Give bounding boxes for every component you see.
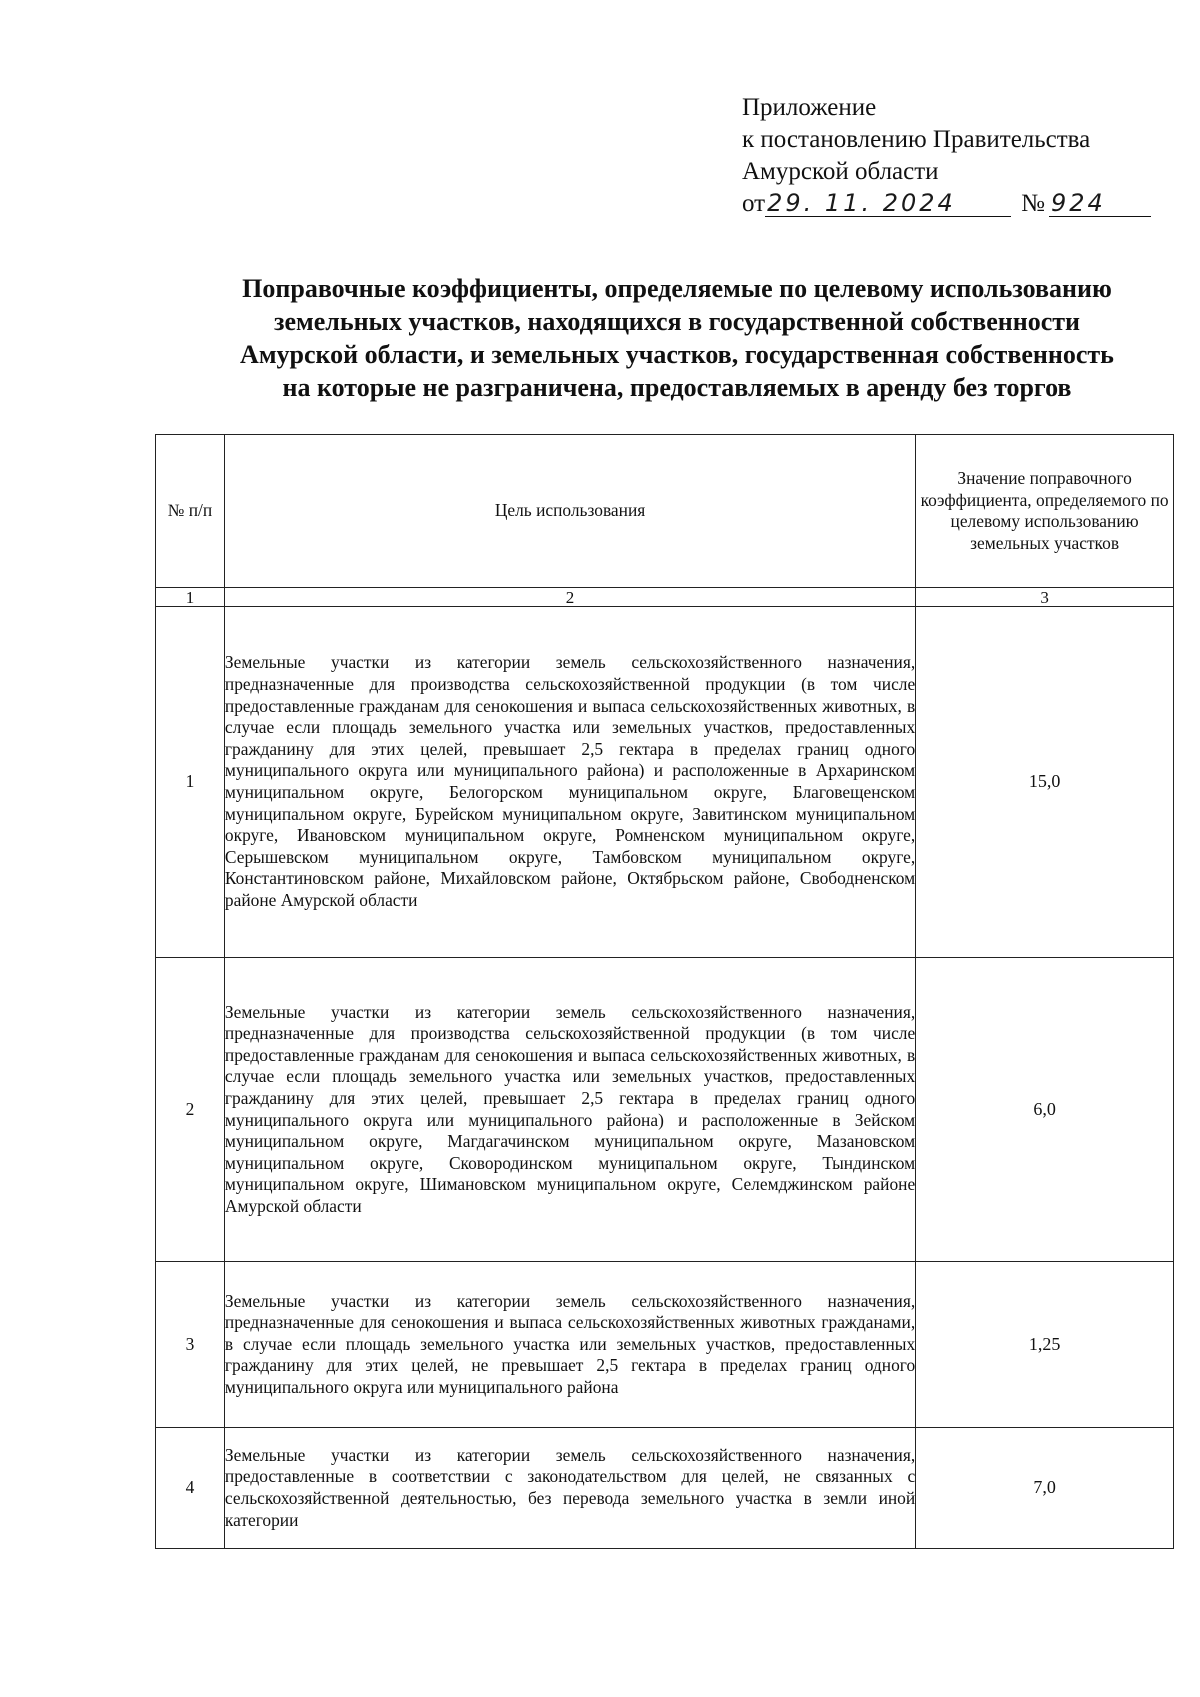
title-line-1: Поправочные коэффициенты, определяемые по целевому использованию — [242, 274, 1112, 303]
title-line-2: земельных участков, находящихся в государственной собственности — [274, 307, 1080, 336]
header-number: № п/п — [156, 435, 225, 588]
column-number-row — [156, 588, 1174, 607]
row-number: 1 — [156, 607, 225, 958]
row-coefficient: 6,0 — [916, 958, 1174, 1262]
handwritten-date: 29. 11. 2024 — [765, 190, 1011, 217]
row-purpose: Земельные участки из категории земель сельскохозяйственного назначения, предназначенные для производства сельскохозяйственной продукции (в том числе предоставленные гражданам для сенокошения и выпаса сельскохозяйственных животных, в случае если площадь земельного участка или земельных участков, предоставленных гражданину для этих целей, превышает 2,5 гектара в пределах границ одного муниципального округа или муниципального района) и расположенные в Зейском муниципальном округе, Магдагачинском муниципальном округе, Мазановском муниципальном округе, Сковородинском муниципальном округе, Тындинском муниципальном округе, Шимановском муниципальном округе, Селемджинском районе Амурской области — [224, 958, 915, 1262]
column-number: 3 — [916, 588, 1174, 607]
header-coefficient: Значение поправочного коэффициента, определяемого по целевому использованию земельных участков — [916, 435, 1174, 588]
row-purpose: Земельные участки из категории земель сельскохозяйственного назначения, предоставленные в соответствии с законодательством для целей, не связанных с сельскохозяйственной деятельностью, без перевода земельного участка в земли иной категории — [224, 1428, 915, 1549]
date-prefix: от — [742, 190, 766, 217]
row-number: 2 — [156, 958, 225, 1262]
appendix-region: Амурской области — [742, 158, 939, 185]
appendix-date-number-line — [742, 188, 1151, 220]
row-purpose: Земельные участки из категории земель сельскохозяйственного назначения, предназначенные для производства сельскохозяйственной продукции (в том числе предоставленные гражданам для сенокошения и выпаса сельскохозяйственных животных, в случае если площадь земельного участка или земельных участков, предоставленных гражданину для этих целей, превышает 2,5 гектара в пределах границ одного муниципального округа или муниципального района) и расположенные в Архаринском муниципальном округе, Белогорском муниципальном округе, Благовещенском муниципальном округе, Бурейском муниципальном округе, Завитинском муниципальном округе, Ивановском муниципальном округе, Ромненском муниципальном округе, Серышевском муниципальном округе, Тамбовском муниципальном округе, Константиновском районе, Михайловском районе, Октябрьском районе, Свободненском районе Амурской области — [224, 607, 915, 958]
row-coefficient: 1,25 — [916, 1262, 1174, 1428]
appendix-title: Приложение — [742, 94, 877, 121]
appendix-block — [742, 92, 1151, 220]
row-purpose: Земельные участки из категории земель сельскохозяйственного назначения, предназначенные для сенокошения и выпаса сельскохозяйственных животных гражданами, в случае если площадь земельного участка или земельных участков, предоставленных гражданину для этих целей, не превышает 2,5 гектара в пределах границ одного муниципального округа или муниципального района — [224, 1262, 915, 1428]
appendix-resolution: к постановлению Правительства — [742, 126, 1091, 153]
column-number: 1 — [156, 588, 225, 607]
title-line-3: Амурской области, и земельных участков, государственная собственность — [240, 340, 1114, 369]
column-number: 2 — [224, 588, 915, 607]
row-number: 4 — [156, 1428, 225, 1549]
table-row — [156, 1262, 1174, 1428]
header-purpose: Цель использования — [224, 435, 915, 588]
row-number: 3 — [156, 1262, 225, 1428]
row-coefficient: 7,0 — [916, 1428, 1174, 1549]
title-line-4: на которые не разграничена, предоставляемых в аренду без торгов — [282, 373, 1072, 402]
handwritten-number: 924 — [1049, 190, 1151, 217]
table-row — [156, 958, 1174, 1262]
table-row — [156, 1428, 1174, 1549]
coefficients-table — [155, 434, 1174, 1549]
row-coefficient: 15,0 — [916, 607, 1174, 958]
table-row — [156, 607, 1174, 958]
table-header-row — [156, 435, 1174, 588]
document-title — [170, 272, 1184, 404]
number-label: № — [1021, 190, 1045, 217]
